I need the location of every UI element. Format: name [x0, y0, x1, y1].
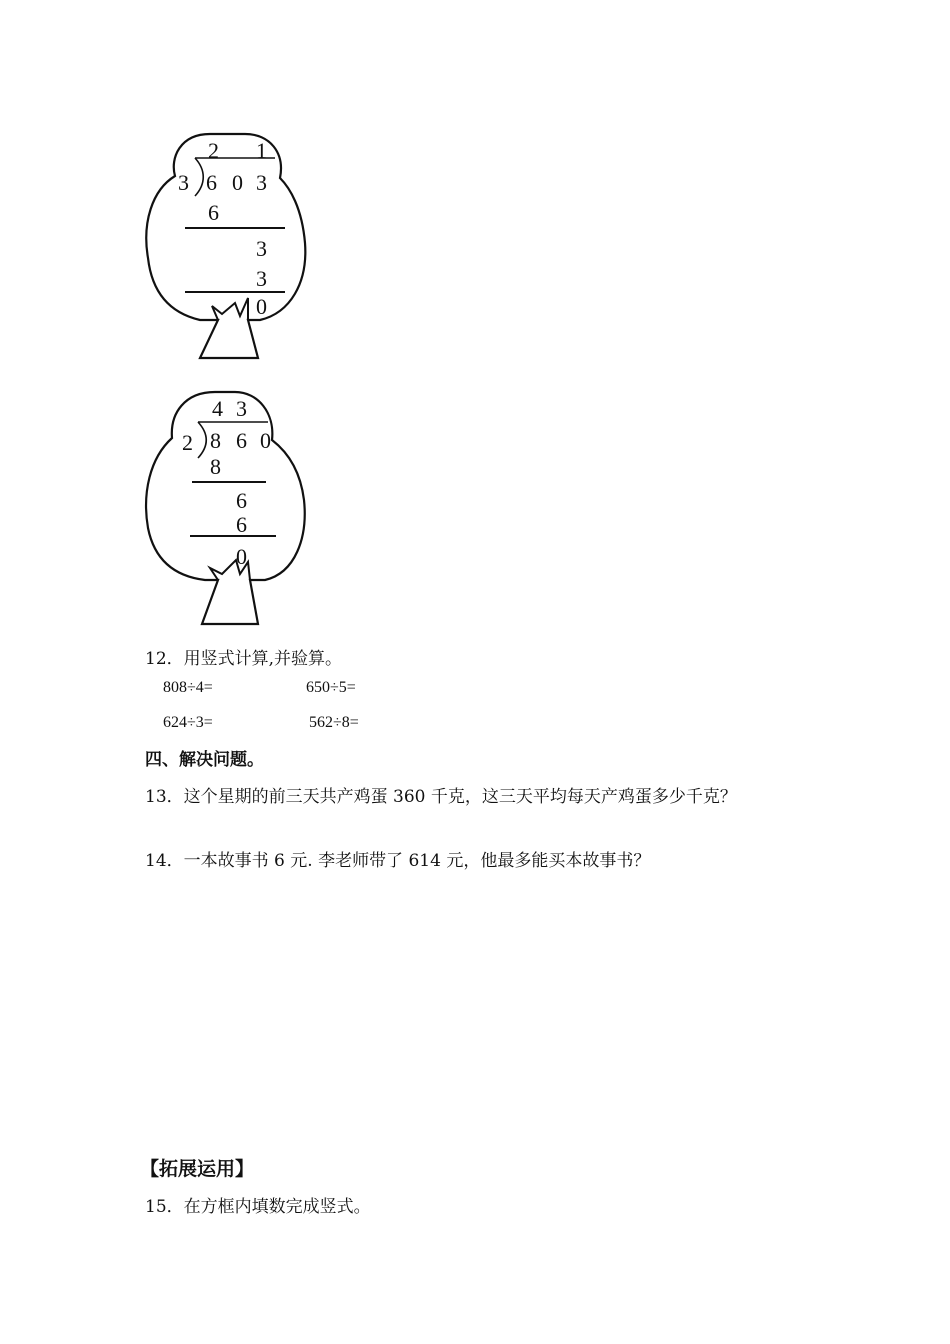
dividend-digit: 0	[232, 170, 243, 195]
step-digit: 3	[256, 266, 267, 291]
question-12-title: 12．用竖式计算,并验算。	[145, 649, 343, 669]
extension-heading: 【拓展运用】	[140, 1158, 255, 1180]
step-digit: 8	[210, 454, 221, 479]
dividend-digit: 6	[206, 170, 217, 195]
step-digit: 6	[236, 488, 247, 513]
expression-2: 650÷5=	[306, 679, 356, 696]
section-heading: 四、解决问题。	[145, 750, 264, 770]
quotient-digit: 4	[212, 396, 223, 421]
quotient-digit: 1	[256, 138, 267, 163]
expression-3: 624÷3=	[163, 714, 213, 731]
divisor: 3	[178, 170, 189, 195]
expression-1: 808÷4=	[163, 679, 213, 696]
remainder-digit: 0	[236, 544, 247, 569]
tree-division-2	[140, 388, 310, 628]
quotient-digit: 2	[208, 138, 219, 163]
quotient-digit: 3	[236, 396, 247, 421]
expression-4: 562÷8=	[309, 714, 359, 731]
question-14: 14．一本故事书 6 元. 李老师带了 614 元，他最多能买本故事书？	[145, 851, 651, 871]
step-digit: 3	[256, 236, 267, 261]
dividend-digit: 6	[236, 428, 247, 453]
question-13: 13．这个星期的前三天共产鸡蛋 360 千克，这三天平均每天产鸡蛋多少千克？	[145, 787, 737, 807]
divisor: 2	[182, 430, 193, 455]
dividend-digit: 3	[256, 170, 267, 195]
question-15: 15．在方框内填数完成竖式。	[145, 1197, 371, 1217]
dividend-digit: 0	[260, 428, 271, 453]
dividend-digit: 8	[210, 428, 221, 453]
tree-division-1	[140, 128, 310, 363]
step-digit: 6	[208, 200, 219, 225]
remainder-digit: 0	[256, 294, 267, 319]
step-digit: 6	[236, 512, 247, 537]
